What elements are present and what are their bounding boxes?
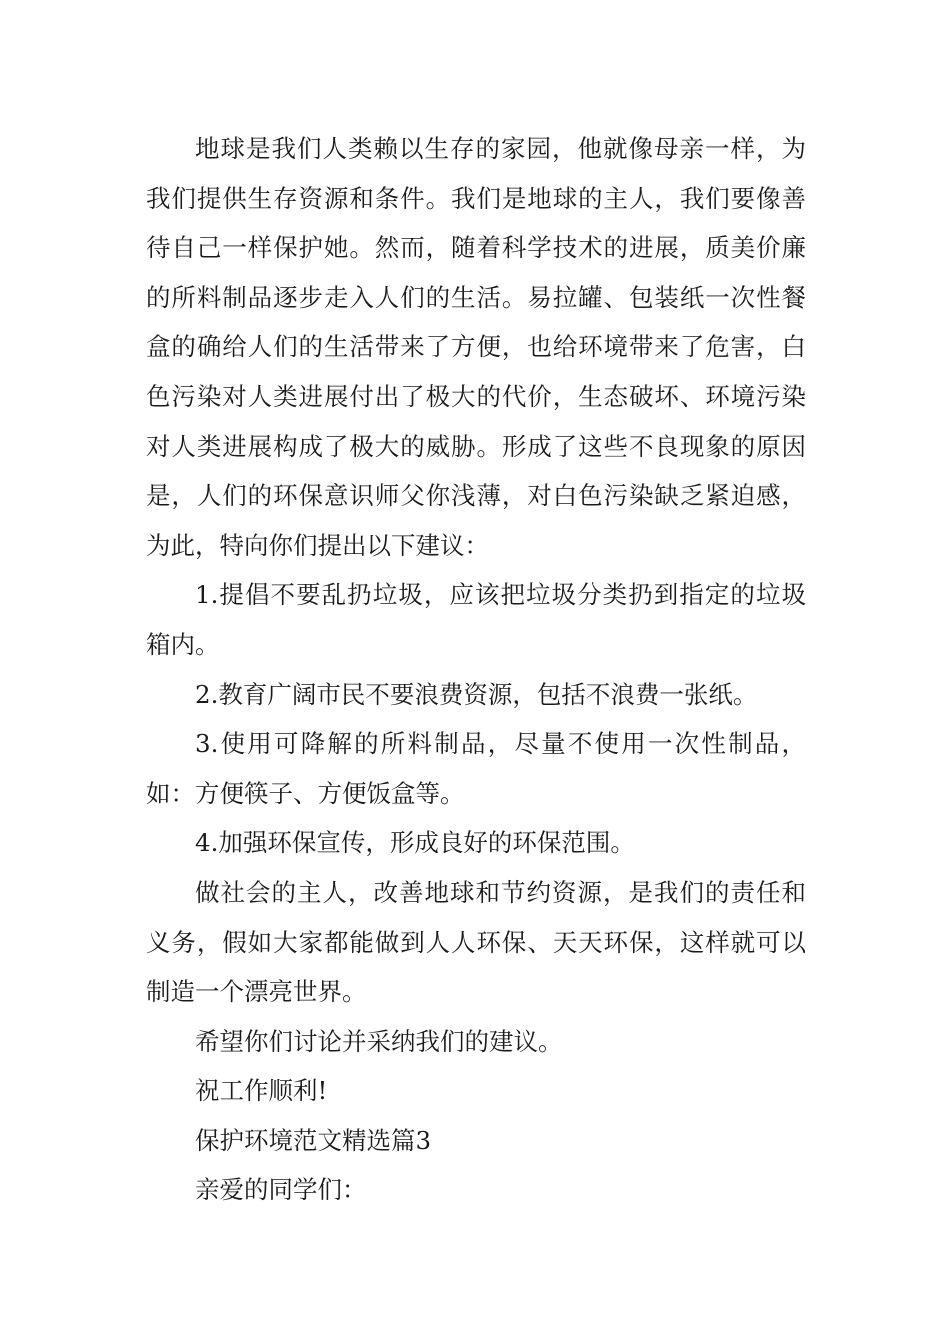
paragraph-suggestion-3: 3.使用可降解的所料制品，尽量不使用一次性制品，如：方便筷子、方便饭盒等。 <box>146 729 806 808</box>
paragraph-suggestion-2: 2.教育广阔市民不要浪费资源，包括不浪费一张纸。 <box>195 679 758 709</box>
paragraph-suggestion-4: 4.加强环保宣传，形成良好的环保范围。 <box>195 828 635 858</box>
paragraph-hope: 希望你们讨论并采纳我们的建议。 <box>195 1026 563 1056</box>
greeting-line: 亲爱的同学们： <box>195 1175 367 1205</box>
paragraph-suggestion-1: 1.提倡不要乱扔垃圾，应该把垃圾分类扔到指定的垃圾箱内。 <box>146 580 806 659</box>
paragraph-intro: 地球是我们人类赖以生存的家园，他就像母亲一样，为我们提供生存资源和条件。我们是地球的主人，我们要像善待自己一样保护她。然而，随着科学技术的进展，质美价廉的所料制品逐步走入人们的生活。易拉罐、包装纸一次性餐盒的确给人们的生活带来了方便，也给环境带来了危害，白色污染对人类进展付出了极大的代价，生态破坏、环境污染对人类进展构成了极大的威胁。形成了这些不良现象的原因是，人们的环保意识师父你浅薄，对白色污染缺乏紧迫感，为此，特向你们提出以下建议： <box>146 134 806 560</box>
document-body <box>146 124 806 1215</box>
paragraph-wish: 祝工作顺利! <box>195 1076 328 1106</box>
paragraph-conclusion: 做社会的主人，改善地球和节约资源，是我们的责任和义务，假如大家都能做到人人环保、天天环保，这样就可以制造一个漂亮世界。 <box>146 877 806 1007</box>
section-heading: 保护环境范文精选篇3 <box>195 1125 432 1155</box>
